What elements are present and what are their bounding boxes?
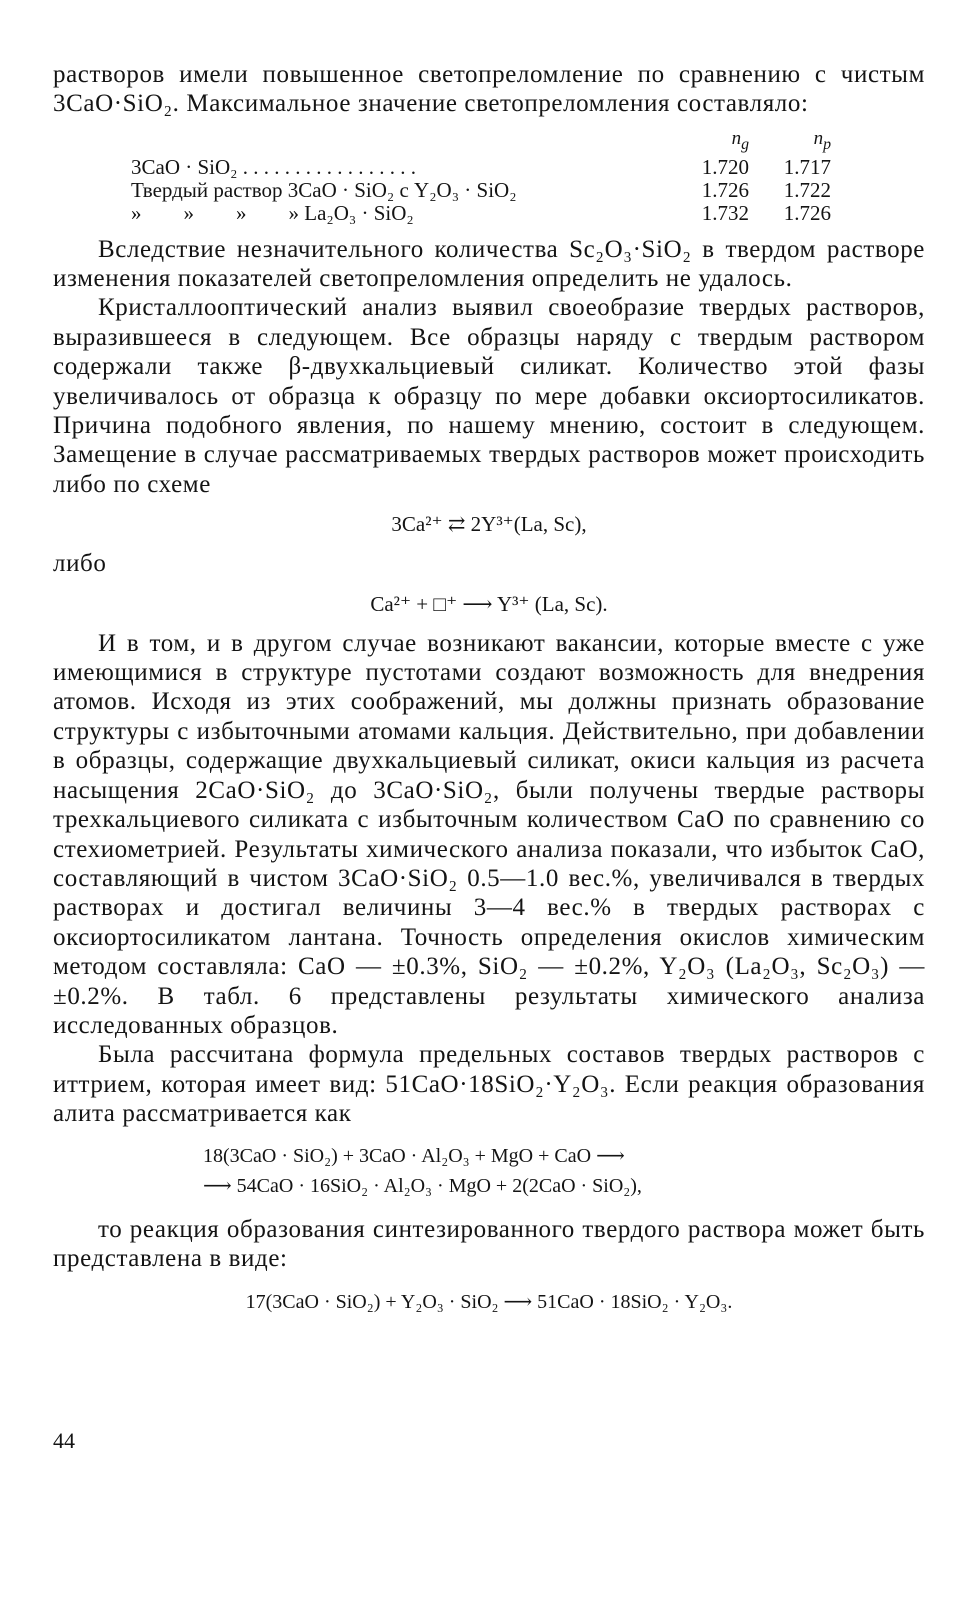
page-content [53,60,925,1317]
row-ng: 1.732 [701,200,749,225]
paragraph-4: либо [53,550,107,578]
equation-3-line-2: ⟶ 54CaO · 16SiO₂ · Al₂O₃ · MgO + 2(2CaO · SiO₂), [203,1174,642,1197]
paragraph-2: Вследствие незначительного количества Sc₂O₃·SiO₂ в твердом растворе изменения показателей светопреломления определить не удалось. [53,235,925,293]
header-np: $n_p$ [813,127,831,153]
equation-2: Ca²⁺ + □⁺ ⟶ Y³⁺ (La, Sc). [370,591,608,616]
row-ng: 1.720 [701,154,749,179]
equation-4: 17(3CaO · SiO₂) + Y₂O₃ · SiO₂ ⟶ 51CaO · 18SiO₂ · Y₂O₃. [245,1291,733,1314]
table-header-row [131,127,831,156]
paragraph-7: то реакция образования синтезированного твердого раствора может быть представлена в виде: [53,1215,925,1272]
equation-3 [53,1141,925,1201]
paragraph-5: И в том, и в другом случае возникают вакансии, которые вместе с уже имеющимися в структуре пустотами создают возможность для внедрения атомов. Исходя из этих соображений, мы должны признать образование структуры с избыточными атомами кальция. Действительно, при добавлении в образцы, содержащие двухкальциевый силикат, окиси кальция из расчета насыщения 2CaO·SiO₂ до 3CaO·SiO₂, были получены твердые растворы трехкальциевого силиката с избыточным количеством CaO по сравнению со стехиометрией. Результаты химического анализа показали, что избыток CaO, составляющий в чистом 3CaO·SiO₂ 0.5—1.0 вес.%, увеличивался в твердых растворах и достигал величины 3—4 вес.% в твердых растворах с оксиортосиликатом лантана. Точность определения окислов химическим методом составляла: CaO — ±0.3%, SiO₂ — ±0.2%, Y₂O₃ (La₂O₃, Sc₂O₃) — ±0.2%. В табл. 6 представлены результаты химического анализа исследованных образцов. [53,629,925,1039]
paragraph-3: Кристаллооптический анализ выявил своеобразие твердых растворов, выразившееся в следующем. Все образцы наряду с твердым раствором содержали также β-двухкальциевый силикат. Количество этой фазы увеличивалось от образца к образцу по мере добавки оксиортосиликатов. Причина подобного явления, по нашему мнению, состоит в следующем. Замещение в случае рассматриваемых твердых растворов может происходить либо по схеме [53,294,925,498]
header-ng: $n_g$ [731,127,749,153]
row-label: 3CaO · SiO₂ . . . . . . . . . . . . . . . . . [131,154,416,179]
page-number: 44 [53,1428,75,1453]
table-row [131,179,831,202]
paragraph-1: растворов имели повышенное светопреломление по сравнению с чистым 3CaO·SiO₂. Максимальное значение светопреломления составляло: [53,61,925,118]
row-np: 1.726 [783,200,831,225]
equation-1: 3Ca²⁺ ⇄ 2Y³⁺(La, Sc), [391,512,587,537]
paragraph-6: Была рассчитана формула предельных составов твердых растворов с иттрием, которая имеет вид: 51CaO·18SiO₂·Y₂O₃. Если реакция образования алита рассматривается как [53,1041,925,1128]
table-row [131,202,831,225]
equation-3-line-1: 18(3CaO · SiO₂) + 3CaO · Al₂O₃ + MgO + CaO ⟶ [203,1144,625,1167]
row-label: » » » » La₂O₃ · SiO₂ [131,200,414,225]
table-row [131,156,831,179]
refractive-index-table [131,127,831,225]
row-np: 1.722 [783,177,831,202]
row-np: 1.717 [783,154,831,179]
row-label: Твердый раствор 3CaO · SiO₂ с Y₂O₃ · SiO₂ [131,177,517,202]
row-ng: 1.726 [701,177,749,202]
